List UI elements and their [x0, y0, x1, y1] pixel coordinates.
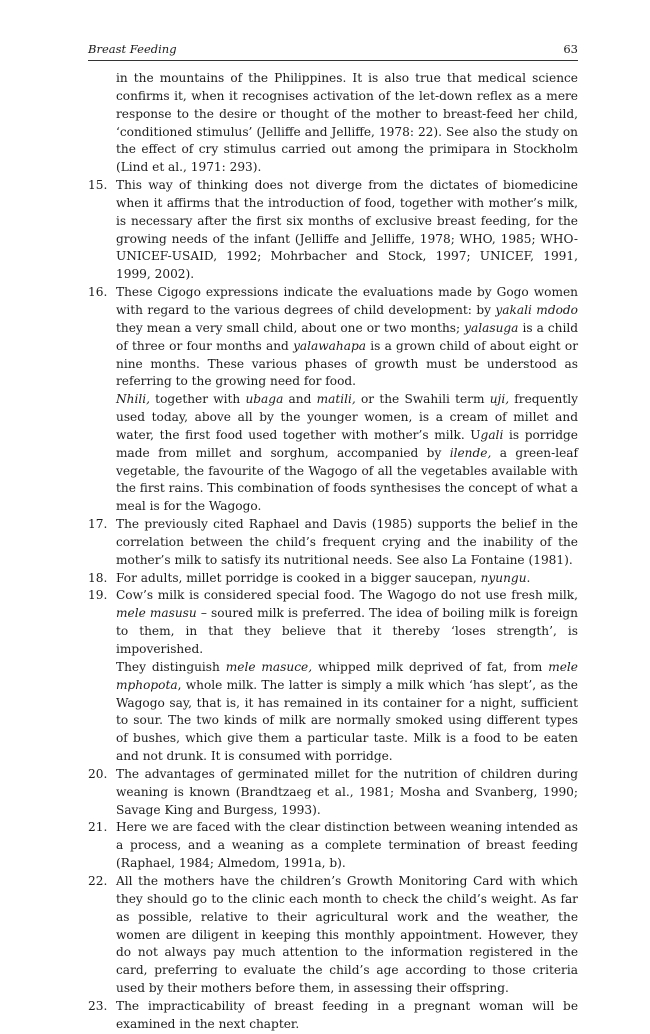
endnote-number: 18. [88, 570, 108, 585]
note-text: The advantages of germinated millet for the nutrition of children during weaning is known (Brandtzaeg et al., 1981; Mosha and Svanberg, 1990; Savage King and Burgess, 1993). [116, 766, 578, 817]
endnote-number: 17. [88, 517, 108, 532]
note-text: This way of thinking does not diverge from the dictates of biomedicine when it affirms that the introduction of food, together with mother’s milk, is necessary after the first six months of exclusive breast feeding, for the growing needs of the infant (Jelliffe and Jelliffe, 1978; WHO, 1985; WHO-UNICEF-USAID, 1992; Mohrbacher and Stock, 1997; UNICEF, 1991, 1999, 2002). [116, 178, 578, 282]
note-text: is a child of three or four months and [116, 320, 578, 353]
note-text: , whole milk. The latter is simply a milk which ‘has slept’, as the Wagogo say, that is, it has remained in its container for a night, sufficient to sour. The two kinds of milk are normally smoked using different types of bushes, which give them a particular taste. Milk is a food to be eaten and not drunk. It is consumed with porridge. [116, 677, 578, 764]
italic-term: matili, [316, 392, 356, 407]
endnote [88, 998, 578, 1034]
endnote [88, 873, 578, 998]
note-text: frequently used today, above all by the younger women, is a cream of millet and water, the first food used together with mother’s milk. U [116, 392, 578, 442]
running-title: Breast Feeding [88, 42, 177, 56]
italic-term: ilende, [449, 445, 492, 460]
italic-term: yakali mdodo [495, 302, 578, 317]
note-text: Here we are faced with the clear distinction between weaning intended as a process, and a weaning as a complete termination of breast feeding (Raphael, 1984; Almedom, 1991a, b). [116, 820, 578, 871]
note-text: They distinguish [116, 659, 226, 674]
note-text: a green-leaf vegetable, the favourite of the Wagogo of all the vegetables available with the first rains. This combination of foods synthesises the concept of what a meal is for the Wagogo. [116, 445, 579, 514]
italic-term: gali [480, 427, 504, 442]
page-number: 63 [563, 42, 578, 56]
italic-term: nyungu [480, 570, 527, 585]
italic-term: mele masusu [116, 606, 197, 621]
italic-term: mele masuce, [225, 659, 313, 674]
italic-term: ubaga [245, 392, 284, 407]
italic-term: yalasuga [464, 320, 519, 335]
endnote-number: 19. [88, 588, 108, 603]
note-text: The previously cited Raphael and Davis (1985) supports the belief in the correlation between the child’s frequent crying and the inability of the mother’s milk to satisfy its nutritional needs. See also La Fontaine (1981). [116, 517, 578, 567]
endnote-number: 22. [88, 873, 108, 888]
note-text: whipped milk deprived of fat, from [312, 659, 549, 674]
note-text: – soured milk is preferred. The idea of boiling milk is foreign to them, in that they believe that it thereby ‘loses strength’, is impoverished. [116, 606, 578, 656]
endnote [88, 587, 578, 658]
note-continuation: in the mountains of the Philippines. It is also true that medical science confirms it, when it recognises activation of the let-down reflex as a mere response to the desire or thought of the mother to breast-feed her child, ‘conditioned stimulus’ (Jelliffe and Jelliffe, 1978: 22). See also the study on the effect of cry stimulus carried out among the primipara in Stockholm (Lind et al., 1971: 293). [116, 71, 578, 175]
endnote-number: 21. [88, 820, 108, 835]
note-text: The impracticability of breast feeding in a pregnant woman will be examined in the next chapter. [116, 998, 578, 1031]
note-text: All the mothers have the children’s Growth Monitoring Card with which they should go to the clinic each month to check the child’s weight. As far as possible, relative to their agricultural work and the weather, the women are diligent in keeping this monthly appointment. However, they do not always pay much attention to the information registered in the card, preferring to evaluate the child’s age according to those criteria used by their mothers before them, in assessing their offspring. [116, 873, 578, 996]
endnote [88, 570, 578, 588]
endnote-paragraph [88, 659, 578, 766]
endnote-number: 23. [88, 998, 108, 1013]
note-text: For adults, millet porridge is cooked in a bigger saucepan, [116, 570, 481, 585]
endnote [88, 516, 578, 570]
italic-term: mele mphopota [116, 659, 578, 692]
endnote-number: 16. [88, 285, 108, 300]
endnote-number: 20. [88, 766, 108, 781]
italic-term: yalawahapa [293, 338, 366, 353]
note-text: they mean a very small child, about one or two months; [116, 320, 465, 335]
note-text: is a grown child of about eight or nine months. These various phases of growth must be understood as referring to the growing need for food. [116, 338, 578, 389]
note-text: is porridge made from millet and sorghum, accompanied by [116, 427, 578, 460]
endnote [88, 284, 578, 391]
italic-term: Nhili, [116, 392, 150, 407]
note-text: or the Swahili term [355, 392, 490, 407]
running-head [88, 40, 578, 61]
note-text: These Cigogo expressions indicate the evaluations made by Gogo women with regard to the various degrees of child development: by [116, 285, 578, 317]
note-text: and [283, 392, 317, 407]
endnote [88, 766, 578, 820]
note-text: Cow’s milk is considered special food. The Wagogo do not use fresh milk, [116, 588, 578, 603]
italic-term: uji, [489, 392, 510, 407]
endnote-number: 15. [88, 178, 108, 193]
endnote-paragraph [88, 391, 578, 516]
note-text: together with [149, 392, 246, 407]
note-text: . [526, 570, 531, 585]
endnote [88, 177, 578, 284]
endnotes-list [88, 70, 578, 1034]
endnote [88, 819, 578, 873]
